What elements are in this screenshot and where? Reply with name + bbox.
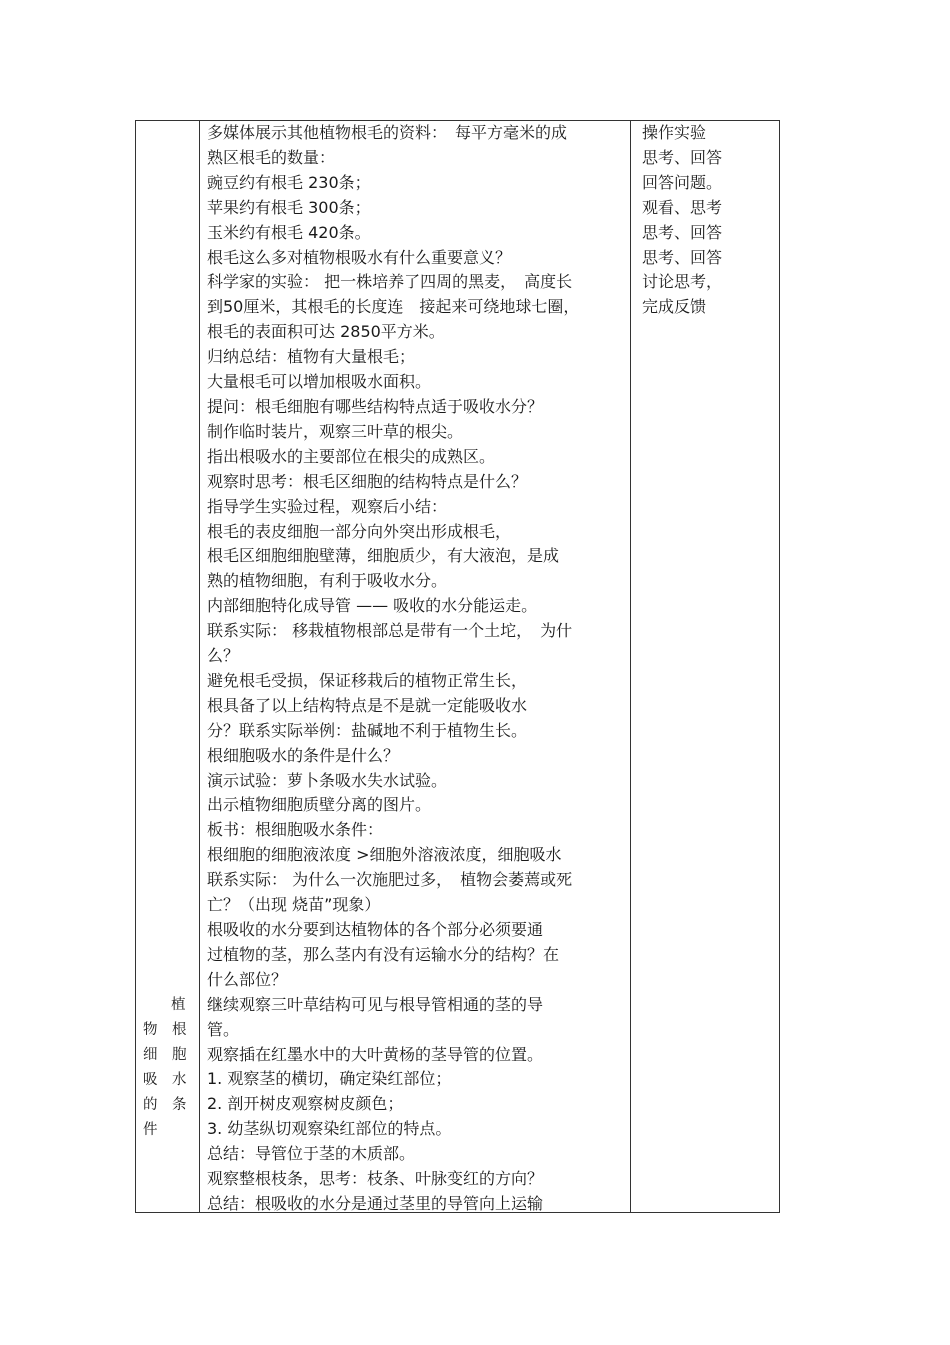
activity-line: 思考、回答 <box>642 247 723 267</box>
content-line: 么？ <box>207 646 240 666</box>
content-line: 观察时思考：根毛区细胞的结构特点是什么？ <box>207 471 528 491</box>
content-line: 根吸收的水分要到达植物体的各个部分必须要通 <box>207 920 544 939</box>
content-line: 豌豆约有根毛 230条； <box>207 172 371 192</box>
content-line: 观察插在红墨水中的大叶黄杨的茎导管的位置。 <box>207 1044 544 1064</box>
content-line: 大量根毛可以增加根吸水面积。 <box>207 372 432 392</box>
content-line: 熟的植物细胞，有利于吸收水分。 <box>207 571 448 591</box>
content-line: 避免根毛受损，保证移栽后的植物正常生长， <box>207 670 528 690</box>
content-line: 根毛区细胞细胞壁薄，细胞质少，有大液泡，是成 <box>207 546 560 566</box>
content-line: 指出根吸水的主要部位在根尖的成熟区。 <box>207 446 496 466</box>
topic-line: 吸 水 <box>143 1072 187 1088</box>
content-line: 内部细胞特化成导管 —— 吸收的水分能运走。 <box>207 596 538 616</box>
activity-line: 讨论思考， <box>642 272 723 292</box>
teaching-content-cell <box>200 121 630 1212</box>
content-line: 管。 <box>207 1019 240 1039</box>
content-line: 多媒体展示其他植物根毛的资料： 每平方毫米的成 <box>207 123 568 142</box>
content-line: 指导学生实验过程，观察后小结： <box>207 496 448 516</box>
content-line: 科学家的实验： 把一株培养了四周的黑麦， 高度长 <box>207 272 573 292</box>
activity-line: 回答问题。 <box>642 172 723 192</box>
content-line: 根毛的表皮细胞一部分向外突出形成根毛， <box>207 521 512 541</box>
content-line: 过植物的茎，那么茎内有没有运输水分的结构？在 <box>207 944 560 964</box>
activity-line: 思考、回答 <box>642 147 723 167</box>
content-line: 根细胞的细胞液浓度 >细胞外溶液浓度，细胞吸水 <box>207 845 562 865</box>
content-line: 板书：根细胞吸水条件： <box>207 820 384 840</box>
column-divider <box>630 121 631 1212</box>
content-line: 联系实际： 为什么一次施肥过多， 植物会萎蔫或死 <box>207 870 573 890</box>
content-line: 制作临时装片，观察三叶草的根尖。 <box>207 421 464 441</box>
content-line: 2. 剖开树皮观察树皮颜色； <box>207 1094 404 1114</box>
content-line: 3. 幼茎纵切观察染红部位的特点。 <box>207 1119 452 1139</box>
content-line: 提问：根毛细胞有哪些结构特点适于吸收水分？ <box>207 396 544 416</box>
activity-line: 操作实验 <box>642 123 707 142</box>
content-line: 观察整根枝条，思考：枝条、叶脉变红的方向？ <box>207 1169 544 1189</box>
student-activity-cell <box>632 121 779 1212</box>
content-line: 玉米约有根毛 420条。 <box>207 222 371 242</box>
content-line: 苹果约有根毛 300条； <box>207 197 371 217</box>
content-line: 亡？（出现 烧苗”现象） <box>207 895 381 915</box>
content-line: 根毛的表面积可达 2850平方米。 <box>207 322 445 342</box>
topic-cell <box>136 121 199 1212</box>
content-line: 根具备了以上结构特点是不是就一定能吸收水 <box>207 695 528 715</box>
topic-line: 物 根 <box>143 1022 187 1038</box>
content-line: 分？联系实际举例：盐碱地不利于植物生长。 <box>207 720 528 740</box>
content-line: 总结：根吸收的水分是通过茎里的导管向上运输 <box>207 1193 544 1213</box>
activity-line: 思考、回答 <box>642 222 723 242</box>
content-line: 熟区根毛的数量： <box>207 147 336 167</box>
content-line: 归纳总结：植物有大量根毛； <box>207 347 416 367</box>
content-line: 继续观察三叶草结构可见与根导管相通的茎的导 <box>207 994 544 1014</box>
content-line: 到50厘米，其根毛的长度连 接起来可绕地球七圈， <box>207 297 580 317</box>
content-line: 总结：导管位于茎的木质部。 <box>207 1144 416 1164</box>
topic-line: 的 条 <box>143 1097 187 1113</box>
content-line: 根毛这么多对植物根吸水有什么重要意义？ <box>207 247 512 267</box>
activity-line: 完成反馈 <box>642 297 707 317</box>
topic-line: 植 <box>171 997 186 1013</box>
content-line: 根细胞吸水的条件是什么？ <box>207 745 400 765</box>
content-line: 1. 观察茎的横切，确定染红部位； <box>207 1069 452 1089</box>
lesson-table <box>135 120 780 1213</box>
topic-line: 细 胞 <box>143 1047 187 1063</box>
content-line: 出示植物细胞质壁分离的图片。 <box>207 795 432 815</box>
content-line: 什么部位？ <box>207 969 288 989</box>
content-line: 演示试验：萝卜条吸水失水试验。 <box>207 770 448 790</box>
activity-line: 观看、思考 <box>642 197 723 217</box>
topic-line: 件 <box>143 1122 158 1138</box>
content-line: 联系实际： 移栽植物根部总是带有一个土坨， 为什 <box>207 621 573 641</box>
